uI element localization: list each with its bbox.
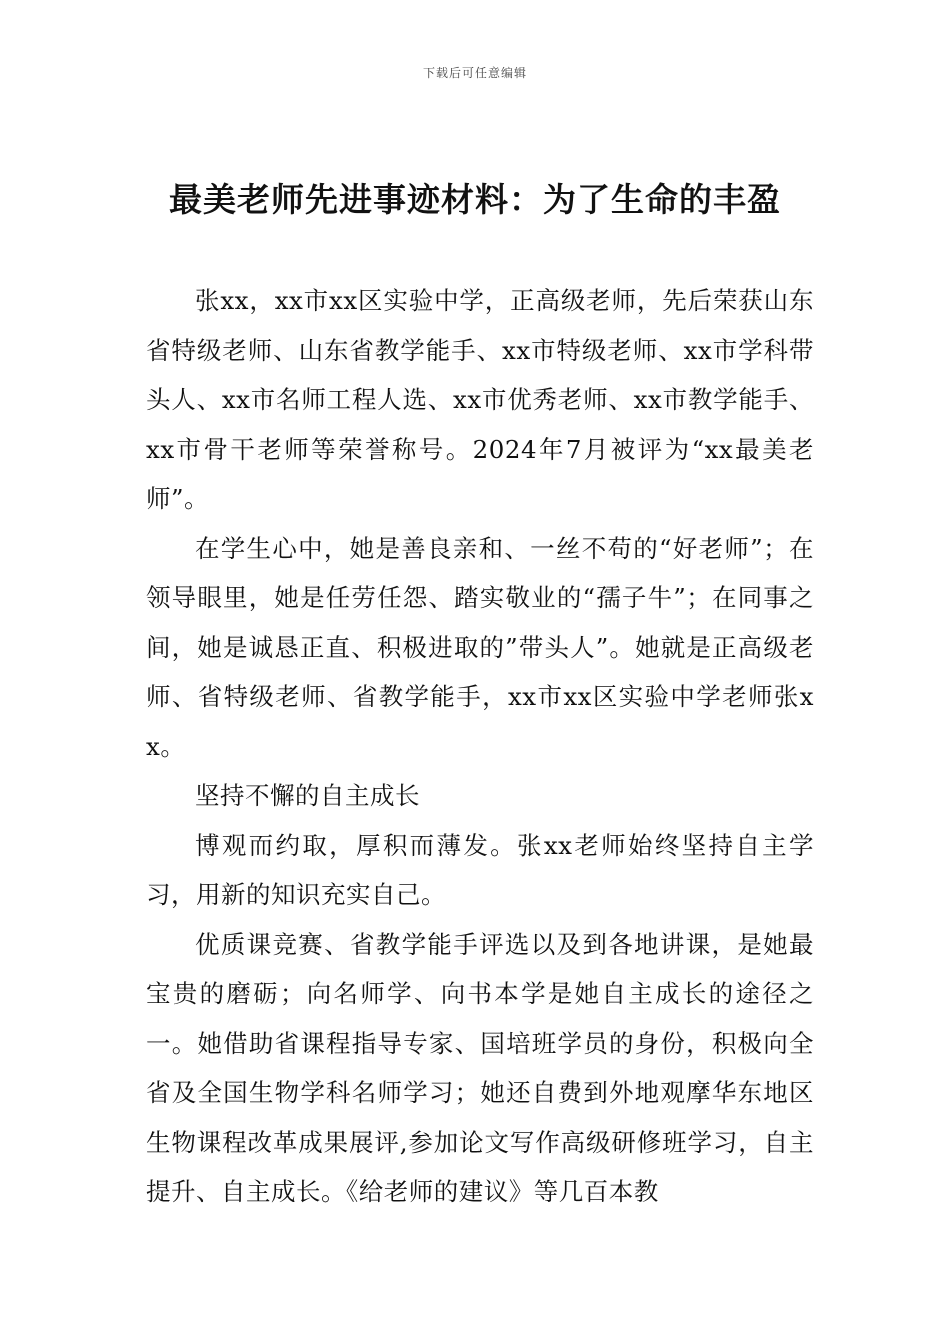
document-body: [146, 276, 814, 1217]
paragraph-training: 优质课竞赛、省教学能手评选以及到各地讲课，是她最宝贵的磨砺；向名师学、向书本学是她自主成长的途径之一。她借助省课程指导专家、国培班学员的身份，积极向全省及全国生物学科名师学习；她还自费到外地观摩华东地区生物课程改革成果展评,参加论文写作高级研修班学习，自主提升、自主成长。《给老师的建议》等几百本教: [146, 929, 814, 1206]
section-heading-growth: 坚持不懈的自主成长: [195, 781, 420, 810]
paragraph-intro: 张xx，xx市xx区实验中学，正高级老师，先后荣获山东省特级老师、山东省教学能手、xx市特级老师、xx市学科带头人、xx市名师工程人选、xx市优秀老师、xx市教学能手、xx市骨干老师等荣誉称号。2024年7月被评为“xx最美老师”。: [146, 286, 814, 513]
paragraph-learning: 博观而约取，厚积而薄发。张xx老师始终坚持自主学习，用新的知识充实自己。: [146, 830, 814, 909]
page-header-note: 下载后可任意编辑: [422, 66, 527, 80]
paragraph-praise: 在学生心中，她是善良亲和、一丝不苟的“好老师”；在领导眼里，她是任劳任怨、踏实敬业的“孺子牛”；在同事之间，她是诚恳正直、积极进取的”带头人”。她就是正高级老师、省特级老师、省教学能手，xx市xx区实验中学老师张xx。: [146, 533, 814, 761]
document-title: 最美老师先进事迹材料：为了生命的丰盈: [169, 180, 781, 219]
